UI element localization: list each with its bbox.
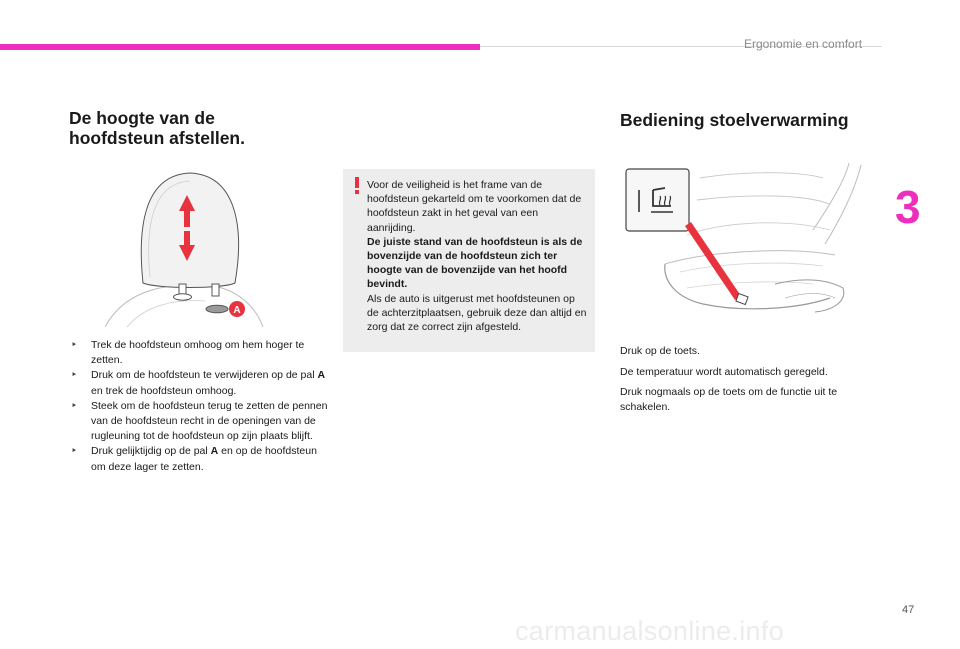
- headrest-title: [69, 108, 329, 148]
- label-a: A: [233, 305, 241, 316]
- step-item: ‣ Steek om de hoofdsteun terug te zetten de pennen van de hoofdsteun recht in de openingen van de rugleuning tot de hoofdsteun op zijn plaats blijft.: [70, 399, 328, 445]
- exclamation-icon: [353, 177, 361, 194]
- headrest-illustration: [105, 165, 265, 335]
- warning-paragraph: Voor de veiligheid is het frame van de hoofdsteun gekarteld om te voorkomen dat de hoofdsteun zakt in het geval van een aanrijding.: [367, 179, 582, 234]
- seat-heating-instructions: [620, 344, 860, 420]
- headrest-title-line1: De hoogte van de: [69, 108, 215, 128]
- seat-heating-title: Bediening stoelverwarming: [620, 110, 849, 130]
- watermark: carmanualsonline.info: [515, 616, 784, 646]
- seat-heating-illustration: [625, 160, 863, 328]
- headrest-steps: [70, 338, 328, 475]
- section-label: Ergonomie en comfort: [744, 37, 863, 51]
- warning-paragraph-bold: De juiste stand van de hoofdsteun is als de bovenzijde van de hoofdsteun zich ter hoogte van de bovenzijde van het hoofd bevindt.: [367, 235, 583, 291]
- page-number: 47: [902, 604, 915, 616]
- step-item: ‣ Druk gelijktijdig op de pal A en op de hoofdsteun om deze lager te zetten.: [70, 444, 328, 474]
- seat-heating-button-panel: [626, 169, 689, 231]
- instruction-auto: De temperatuur wordt automatisch geregeld.: [620, 365, 828, 378]
- safety-warning-box: [343, 169, 595, 352]
- chapter-number: 3: [895, 181, 921, 233]
- red-pointer: [685, 222, 741, 300]
- header-accent-bar: [0, 44, 480, 50]
- seat-heating-switch: [736, 294, 748, 305]
- warning-paragraph: Als de auto is uitgerust met hoofdsteunen op de achterzitplaatsen, gebruik deze dan altijd en zorg dat ze correct zijn afgesteld.: [367, 292, 587, 334]
- instruction-press: Druk op de toets.: [620, 345, 700, 357]
- headrest-title-line2: hoofdsteun afstellen.: [69, 128, 245, 148]
- step-item: ‣ Trek de hoofdsteun omhoog om hem hoger te zetten.: [70, 338, 328, 368]
- step-item: ‣ Druk om de hoofdsteun te verwijderen op de pal A en trek de hoofdsteun omhoog.: [70, 368, 328, 398]
- instruction-off: Druk nogmaals op de toets om de functie uit te schakelen.: [620, 386, 838, 413]
